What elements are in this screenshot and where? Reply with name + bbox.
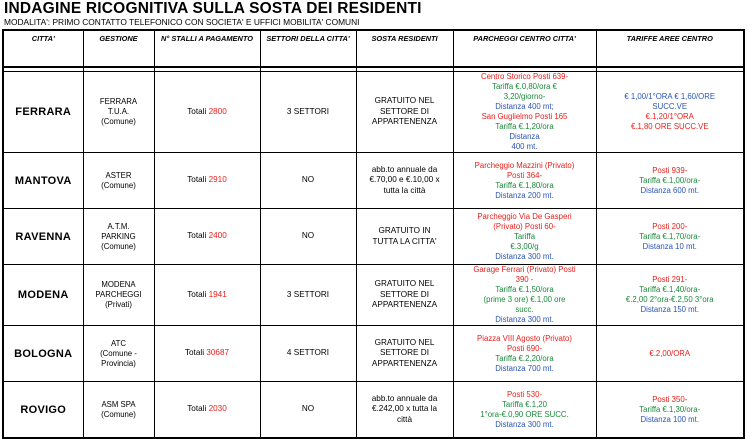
table-row — [3, 72, 744, 153]
settori-cell: NO — [260, 153, 356, 209]
cell-line: A.T.M. — [107, 221, 130, 231]
cell-line: SUCC.VE — [652, 102, 688, 111]
cell-line: (Comune - — [100, 348, 137, 358]
cell-line: Tariffa — [513, 231, 536, 241]
parcheggi-cell — [453, 382, 596, 439]
cell-line: Posti 350- — [652, 394, 688, 404]
cell-line: (prime 3 ore) €.1,00 ore — [483, 295, 566, 304]
cell-line: città — [396, 414, 413, 424]
table-row — [3, 326, 744, 382]
cell-line: Distanza 300 mt. — [495, 419, 554, 429]
cell-line: €.1,80 ORE SUCC.VE — [630, 122, 709, 131]
cell-line: 3,20/giorno- — [503, 92, 546, 101]
stalli-cell — [154, 209, 260, 265]
sosta-cell — [356, 265, 453, 326]
gestione-cell — [83, 326, 154, 382]
table-row — [3, 265, 744, 326]
tariffe-cell — [596, 326, 744, 382]
cell-line: Parcheggio Mazzini (Privato) — [474, 160, 575, 170]
stalli-value: 30687 — [206, 348, 230, 358]
stalli-cell — [154, 72, 260, 153]
cell-line: Garage Ferrari (Privato) Posti — [473, 265, 576, 274]
cell-line: abb.to annuale da — [371, 164, 438, 174]
cell-line: Tariffa €.2,20/ora — [495, 353, 554, 363]
cell-line: Distanza 600 mt. — [640, 185, 699, 195]
cell-line: Tariffa €.0,80/ora € — [492, 82, 557, 91]
city-cell: ROVIGO — [3, 382, 83, 439]
cell-line: Distanza 100 mt. — [640, 414, 699, 424]
cell-line: Posti 690- — [506, 343, 543, 353]
cell-line: SETTORE DI — [380, 106, 429, 116]
cell-line: Distanza — [509, 132, 540, 141]
table-row — [3, 153, 744, 209]
cell-line: (Privato) Posti 60- — [493, 221, 556, 231]
cell-line: 1°ora-€.0,90 ORE SUCC. — [480, 409, 569, 419]
parcheggi-cell — [453, 265, 596, 326]
tariffe-cell — [596, 153, 744, 209]
cell-line: GRATUITO NEL — [374, 96, 435, 106]
page-title: INDAGINE RICOGNITIVA SULLA SOSTA DEI RESIDENTI — [4, 0, 422, 17]
stalli-label: Totali — [184, 348, 207, 358]
stalli-value: 2800 — [208, 106, 227, 116]
stalli-value: 1941 — [208, 289, 227, 299]
parcheggi-cell — [453, 153, 596, 209]
tariffe-cell — [596, 72, 744, 153]
sosta-cell — [356, 209, 453, 265]
cell-line: 400 mt. — [511, 142, 538, 151]
cell-line: Posti 530- — [506, 389, 543, 399]
cell-line: €.70,00 e €.10,00 x — [369, 175, 440, 185]
city-cell: BOLOGNA — [3, 326, 83, 382]
cell-line: Posti 364- — [506, 170, 543, 180]
cell-line: Tariffa €.1,40/ora- — [639, 285, 701, 294]
cell-line: €.3,00/g — [510, 241, 539, 251]
stalli-label: Totali — [187, 289, 209, 299]
table-row — [3, 382, 744, 439]
cell-line: Tariffa €.1,30/ora- — [639, 404, 701, 414]
cell-line: PARKING — [101, 231, 136, 241]
table-header-row — [3, 30, 744, 67]
gestione-cell — [83, 382, 154, 439]
gestione-cell — [83, 265, 154, 326]
header-settori: SETTORI DELLA CITTA' — [260, 30, 356, 67]
stalli-label: Totali — [187, 175, 209, 185]
cell-line: 390 - — [515, 275, 534, 284]
cell-line: MODENA — [101, 280, 136, 289]
cell-line: Distanza 300 mt. — [495, 251, 554, 261]
stalli-cell — [154, 265, 260, 326]
cell-line: Posti 291- — [652, 275, 688, 284]
cell-line: T.U.A. — [107, 107, 130, 116]
city-cell: RAVENNA — [3, 209, 83, 265]
tariffe-cell — [596, 209, 744, 265]
sosta-cell — [356, 153, 453, 209]
gestione-cell — [83, 72, 154, 153]
settori-cell: 4 SETTORI — [260, 326, 356, 382]
stalli-label: Totali — [187, 231, 209, 241]
city-cell: MANTOVA — [3, 153, 83, 209]
header-citta: CITTA' — [3, 30, 83, 67]
header-sosta: SOSTA RESIDENTI — [356, 30, 453, 67]
cell-line: €.2,00/ORA — [649, 348, 691, 358]
cell-line: Tariffa €.1,80/ora — [495, 180, 554, 190]
page-subtitle: MODALITA': PRIMO CONTATTO TELEFONICO CON SOCIETA' E UFFICI MOBILITA' COMUNI — [4, 17, 360, 27]
cell-line: ASM SPA — [101, 399, 136, 409]
cell-line: Tariffa €.1,50/ora — [495, 285, 554, 294]
cell-line: APPARTENENZA — [371, 117, 438, 127]
gestione-cell — [83, 209, 154, 265]
cell-line: APPARTENENZA — [371, 358, 438, 368]
parcheggi-cell — [453, 209, 596, 265]
cell-line: Distanza 200 mt. — [495, 190, 554, 200]
parcheggi-cell — [453, 72, 596, 153]
cell-line: Tariffa €.1,20 — [502, 399, 547, 409]
cell-line: (Comune) — [101, 409, 136, 419]
residents-parking-table — [2, 29, 745, 439]
cell-line: San Guglielmo Posti 165 — [481, 112, 568, 121]
cell-line: SETTORE DI — [380, 348, 429, 358]
stalli-cell — [154, 382, 260, 439]
stalli-value: 2400 — [208, 231, 227, 241]
cell-line: (Comune) — [101, 117, 136, 126]
gestione-cell — [83, 153, 154, 209]
cell-line: Centro Storico Posti 639- — [480, 72, 569, 81]
cell-line: (Comune) — [101, 180, 136, 190]
cell-line: ASTER — [105, 170, 132, 180]
cell-line: Distanza 700 mt. — [495, 363, 554, 373]
cell-line: €.242,00 x tutta la — [371, 404, 438, 414]
cell-line: GRATUITO IN — [378, 226, 431, 235]
cell-line: FERRARA — [99, 97, 138, 106]
stalli-value: 2910 — [208, 175, 227, 185]
cell-line: €.2,00 2°ora-€.2,50 3°ora — [625, 295, 714, 304]
cell-line: Posti 939- — [652, 165, 688, 175]
cell-line: Tariffa €.1,00/ora- — [639, 175, 701, 185]
cell-line: PARCHEGGI — [95, 290, 142, 299]
cell-line: (Privati) — [105, 300, 132, 309]
header-tariffe: TARIFFE AREE CENTRO — [596, 30, 744, 67]
cell-line: Distanza 300 mt. — [495, 315, 554, 324]
cell-line: tutta la città — [383, 185, 426, 195]
settori-cell: NO — [260, 382, 356, 439]
stalli-label: Totali — [187, 106, 209, 116]
cell-line: Distanza 10 mt. — [642, 241, 697, 251]
stalli-cell — [154, 153, 260, 209]
cell-line: €.1,20/1°ORA — [645, 112, 694, 121]
cell-line: APPARTENENZA — [371, 300, 438, 310]
tariffe-cell — [596, 382, 744, 439]
cell-line: succ. — [515, 305, 534, 314]
table-row — [3, 209, 744, 265]
cell-line: GRATUITO NEL — [374, 279, 435, 289]
settori-cell: 3 SETTORI — [260, 72, 356, 153]
cell-line: Distanza 400 mt; — [495, 102, 554, 111]
header-gestione: GESTIONE — [83, 30, 154, 67]
sosta-cell — [356, 72, 453, 153]
cell-line: GRATUITO NEL — [374, 337, 435, 347]
settori-cell: NO — [260, 209, 356, 265]
stalli-cell — [154, 326, 260, 382]
cell-line: TUTTA LA CITTA' — [372, 236, 437, 246]
city-cell: MODENA — [3, 265, 83, 326]
tariffe-cell — [596, 265, 744, 326]
city-cell: FERRARA — [3, 72, 83, 153]
cell-line: Distanza 150 mt. — [640, 305, 699, 314]
cell-line: Posti 200- — [652, 221, 688, 231]
header-stalli: N° STALLI A PAGAMENTO — [154, 30, 260, 67]
parcheggi-cell — [453, 326, 596, 382]
cell-line: Parcheggio Via De Gasperi — [477, 211, 572, 221]
header-parcheggi: PARCHEGGI CENTRO CITTA' — [453, 30, 596, 67]
stalli-label: Totali — [187, 404, 209, 414]
cell-line: Tariffa €.1,70/ora- — [639, 231, 701, 241]
cell-line: Provincia) — [101, 358, 136, 368]
cell-line: Tariffa €.1,20/ora — [495, 122, 554, 131]
stalli-value: 2030 — [208, 404, 227, 414]
sosta-cell — [356, 326, 453, 382]
settori-cell: 3 SETTORI — [260, 265, 356, 326]
cell-line: (Comune) — [101, 241, 136, 251]
cell-line: ATC — [110, 338, 126, 348]
cell-line: abb.to annuale da — [371, 393, 438, 403]
cell-line: € 1,00/1°ORA € 1,60/ORE — [624, 92, 716, 101]
cell-line: SETTORE DI — [380, 289, 429, 299]
sosta-cell — [356, 382, 453, 439]
cell-line: Piazza VIII Agosto (Privato) — [477, 333, 572, 343]
